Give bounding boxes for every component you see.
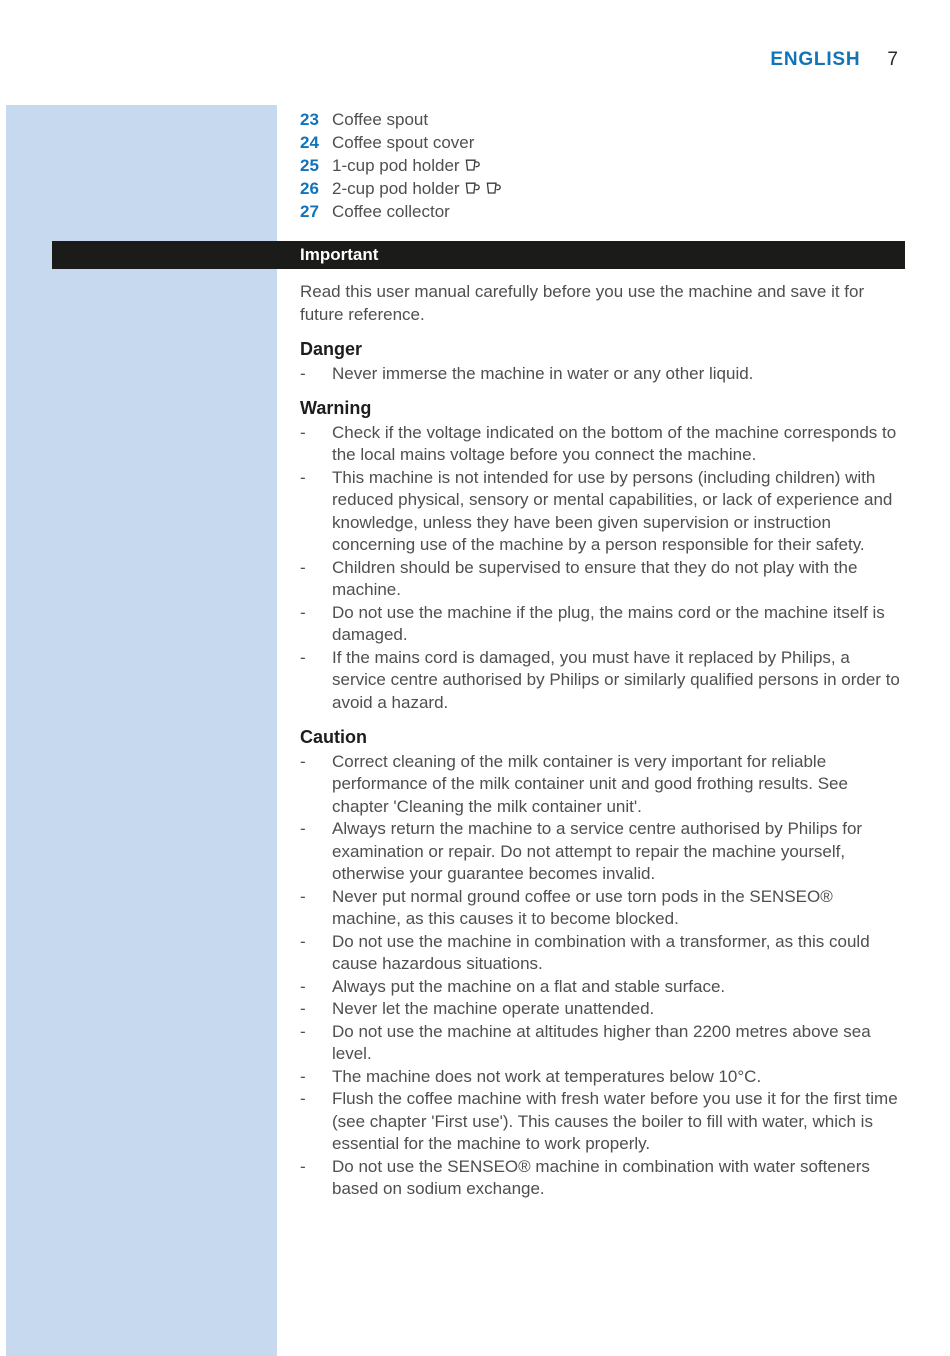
part-item bbox=[300, 177, 905, 200]
bullet-dash: - bbox=[300, 931, 306, 951]
part-number: 23 bbox=[300, 110, 319, 129]
section bbox=[300, 338, 905, 385]
bullet-dash: - bbox=[300, 751, 306, 771]
bullet-text: This machine is not intended for use by persons (including children) with reduced physical, sensory or mental capabilities, or lack of experience and knowledge, unless they have been given supervision or instruction concerning use of the machine by a person responsible for their safety. bbox=[332, 467, 893, 554]
bullet-item bbox=[300, 363, 905, 386]
bullet-dash: - bbox=[300, 363, 306, 383]
cup-icon bbox=[486, 182, 502, 195]
bullet-item bbox=[300, 1156, 905, 1201]
bullet-dash: - bbox=[300, 976, 306, 996]
important-bar-label: Important bbox=[300, 245, 379, 264]
bullet-item bbox=[300, 602, 905, 647]
bullet-text: The machine does not work at temperatures below 10°C. bbox=[332, 1066, 762, 1086]
bullet-dash: - bbox=[300, 557, 306, 577]
bullet-text: Do not use the machine if the plug, the mains cord or the machine itself is damaged. bbox=[332, 602, 885, 644]
bullet-item bbox=[300, 422, 905, 467]
part-label: Coffee spout cover bbox=[332, 133, 475, 152]
bullet-item bbox=[300, 998, 905, 1021]
part-number: 26 bbox=[300, 179, 319, 198]
bullet-item bbox=[300, 818, 905, 886]
bullet-list bbox=[300, 363, 905, 386]
bullet-list bbox=[300, 751, 905, 1201]
bullet-item bbox=[300, 1021, 905, 1066]
bullet-item bbox=[300, 976, 905, 999]
page-content bbox=[0, 106, 950, 1201]
bullet-text: Do not use the machine in combination with a transformer, as this could cause hazardous situations. bbox=[332, 931, 870, 973]
part-number: 24 bbox=[300, 133, 319, 152]
bullet-dash: - bbox=[300, 422, 306, 442]
parts-list bbox=[0, 106, 950, 223]
bullet-dash: - bbox=[300, 1089, 306, 1108]
part-label: 1-cup pod holder bbox=[332, 156, 460, 175]
bullet-dash: - bbox=[300, 1021, 306, 1041]
important-bar bbox=[52, 241, 905, 269]
bullet-item bbox=[300, 467, 905, 557]
bullet-text: Always return the machine to a service centre authorised by Philips for examination or repair. Do not attempt to repair the machine yourself, otherwise your guarantee becomes invalid. bbox=[332, 819, 863, 883]
bullet-text: Check if the voltage indicated on the bottom of the machine corresponds to the local mains voltage before you connect the machine. bbox=[332, 422, 897, 464]
part-label: Coffee collector bbox=[332, 202, 450, 221]
part-item bbox=[300, 200, 905, 223]
part-label: Coffee spout bbox=[332, 110, 429, 129]
bullet-item bbox=[300, 1088, 905, 1156]
bullet-text: Never let the machine operate unattended. bbox=[332, 999, 655, 1018]
page-number: 7 bbox=[887, 49, 898, 70]
cup-icon bbox=[465, 159, 481, 172]
bullet-item bbox=[300, 931, 905, 976]
section-heading: Warning bbox=[300, 398, 372, 418]
part-number: 25 bbox=[300, 156, 319, 175]
bullet-dash: - bbox=[300, 467, 306, 487]
bullet-text: Children should be supervised to ensure that they do not play with the machine. bbox=[332, 557, 858, 599]
bullet-item bbox=[300, 886, 905, 931]
bullet-item bbox=[300, 557, 905, 602]
bullet-dash: - bbox=[300, 1066, 306, 1086]
bullet-text: If the mains cord is damaged, you must have it replaced by Philips, a service centre authorised by Philips or similarly qualified persons in order to avoid a hazard. bbox=[332, 647, 900, 712]
part-number: 27 bbox=[300, 202, 319, 221]
bullet-dash: - bbox=[300, 999, 306, 1018]
section bbox=[300, 726, 905, 1201]
bullet-dash: - bbox=[300, 819, 306, 838]
part-item bbox=[300, 154, 905, 177]
sections bbox=[300, 338, 905, 1201]
page-title: ENGLISH bbox=[770, 49, 861, 70]
bullet-list bbox=[300, 422, 905, 715]
section-heading: Caution bbox=[300, 727, 367, 747]
page-header bbox=[770, 49, 898, 71]
bullet-text: Correct cleaning of the milk container is very important for reliable performance of the milk container unit and good frothing results. See chapter 'Cleaning the milk container unit'. bbox=[332, 751, 848, 816]
bullet-text: Never put normal ground coffee or use torn pods in the SENSEO® machine, as this causes it to become blocked. bbox=[332, 886, 833, 928]
bullet-text: Always put the machine on a flat and stable surface. bbox=[332, 976, 726, 996]
intro-paragraph: Read this user manual carefully before you use the machine and save it for future reference. bbox=[300, 282, 865, 324]
bullet-item bbox=[300, 647, 905, 715]
bullet-item bbox=[300, 751, 905, 819]
bullet-text: Do not use the SENSEO® machine in combination with water softeners based on sodium exchange. bbox=[332, 1156, 870, 1198]
bullet-text: Flush the coffee machine with fresh water before you use it for the first time (see chapter 'First use'). This causes the boiler to fill with water, which is essential for the machine to work properly. bbox=[332, 1089, 898, 1153]
cup-icon bbox=[465, 182, 481, 195]
bullet-dash: - bbox=[300, 647, 306, 667]
body-text-column bbox=[0, 281, 950, 1201]
section-heading: Danger bbox=[300, 339, 363, 359]
bullet-dash: - bbox=[300, 1156, 306, 1176]
bullet-dash: - bbox=[300, 602, 306, 622]
bullet-item bbox=[300, 1066, 905, 1089]
part-item bbox=[300, 131, 905, 154]
part-label: 2-cup pod holder bbox=[332, 179, 460, 198]
part-item bbox=[300, 108, 905, 131]
section bbox=[300, 397, 905, 714]
bullet-text: Do not use the machine at altitudes higher than 2200 metres above sea level. bbox=[332, 1021, 871, 1063]
bullet-dash: - bbox=[300, 886, 306, 906]
bullet-text: Never immerse the machine in water or any other liquid. bbox=[332, 363, 754, 383]
